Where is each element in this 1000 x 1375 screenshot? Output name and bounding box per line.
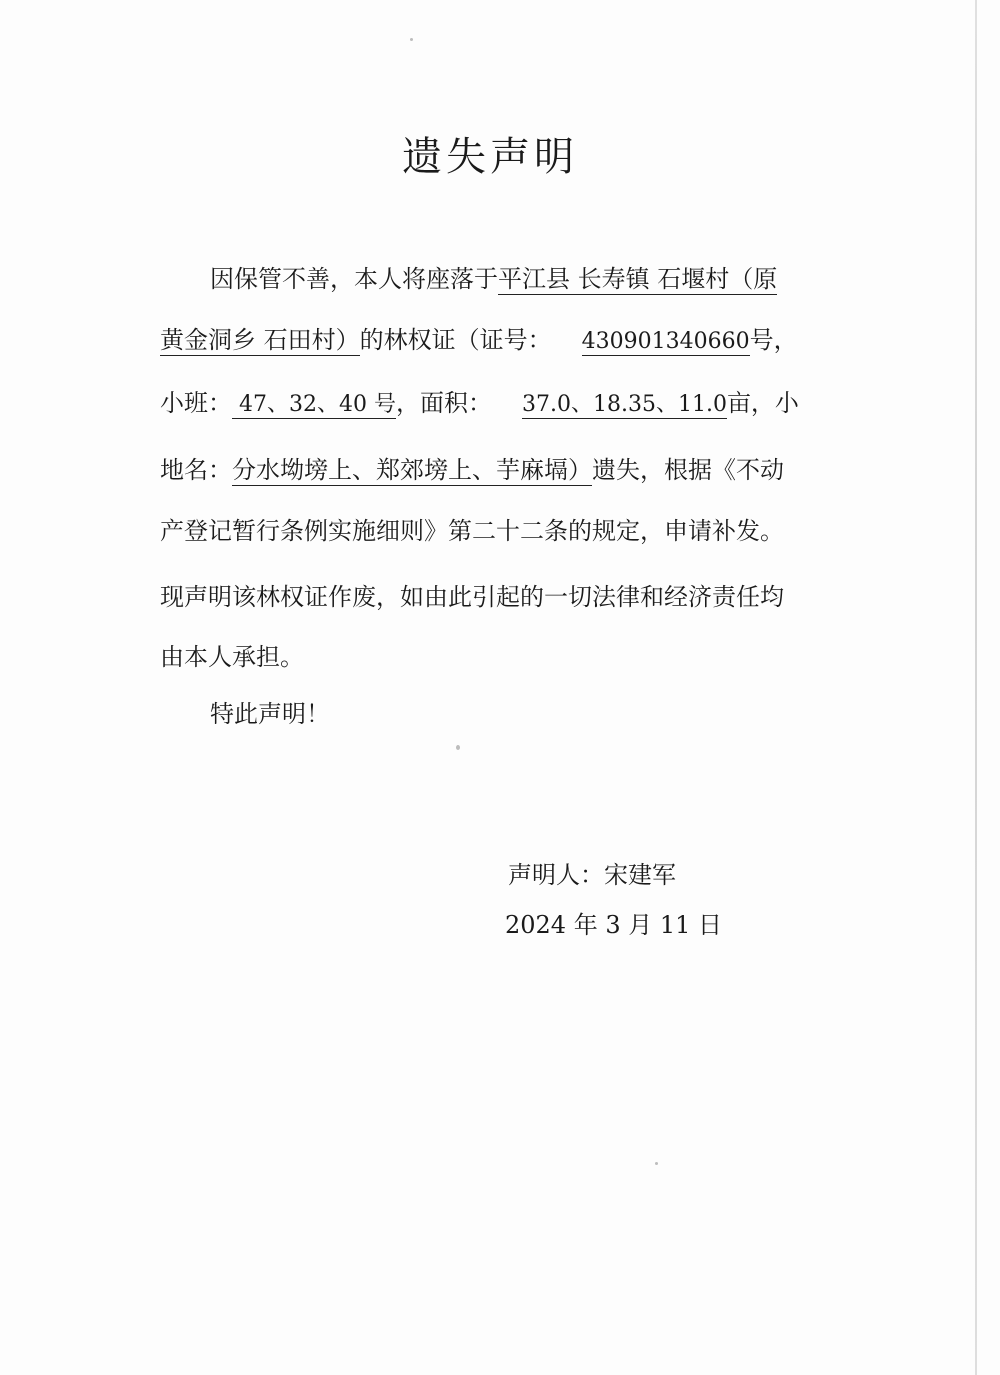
body-text: 由本人承担。 [160, 643, 304, 671]
body-line-5 [160, 514, 784, 548]
body-text: 因保管不善，本人将座落于 [210, 265, 498, 293]
scan-speck [655, 1162, 658, 1165]
body-text: 小班： [160, 389, 232, 417]
body-line-6 [160, 580, 784, 614]
body-text: 产登记暂行条例实施细则》第二十二条的规定，申请补发。 [160, 517, 784, 545]
body-text: 地名： [160, 456, 232, 484]
body-text: 遗失，根据《不动 [592, 456, 784, 484]
closing-line [210, 697, 330, 731]
body-text: 现声明该林权证作废，如由此引起的一切法律和经济责任均 [160, 583, 784, 611]
declaration-date: 2024 年 3 月 11 日 [505, 911, 723, 939]
scan-edge [975, 0, 977, 1375]
body-line-3 [160, 386, 799, 422]
scan-speck [456, 745, 460, 750]
body-line-7 [160, 640, 304, 674]
declarant-name: 声明人：宋建军 [508, 861, 676, 889]
plot-numbers: 47、32、40 号 [232, 392, 396, 417]
body-line-4 [160, 453, 784, 487]
certificate-number: 430901340660 [581, 329, 750, 354]
area-values: 37.0、18.35、11.0 [521, 392, 727, 417]
scan-speck [410, 38, 413, 41]
document-title: 遗失声明 [402, 134, 578, 180]
closing-text: 特此声明！ [210, 700, 330, 728]
body-line-2 [160, 323, 798, 359]
location-underlined: 平江县 长寿镇 石堰村（原 [498, 265, 778, 293]
body-line-1 [210, 262, 777, 296]
place-names-underlined: 分水坳塝上、郑郊塝上、芋麻塥） [232, 456, 592, 484]
former-location-underlined: 黄金洞乡 石田村） [160, 326, 360, 354]
body-text: 号， [749, 326, 798, 354]
body-text: 亩，小 [726, 389, 799, 417]
body-text: ，面积： [395, 389, 492, 417]
body-text: 的林权证（证号： [359, 326, 552, 354]
